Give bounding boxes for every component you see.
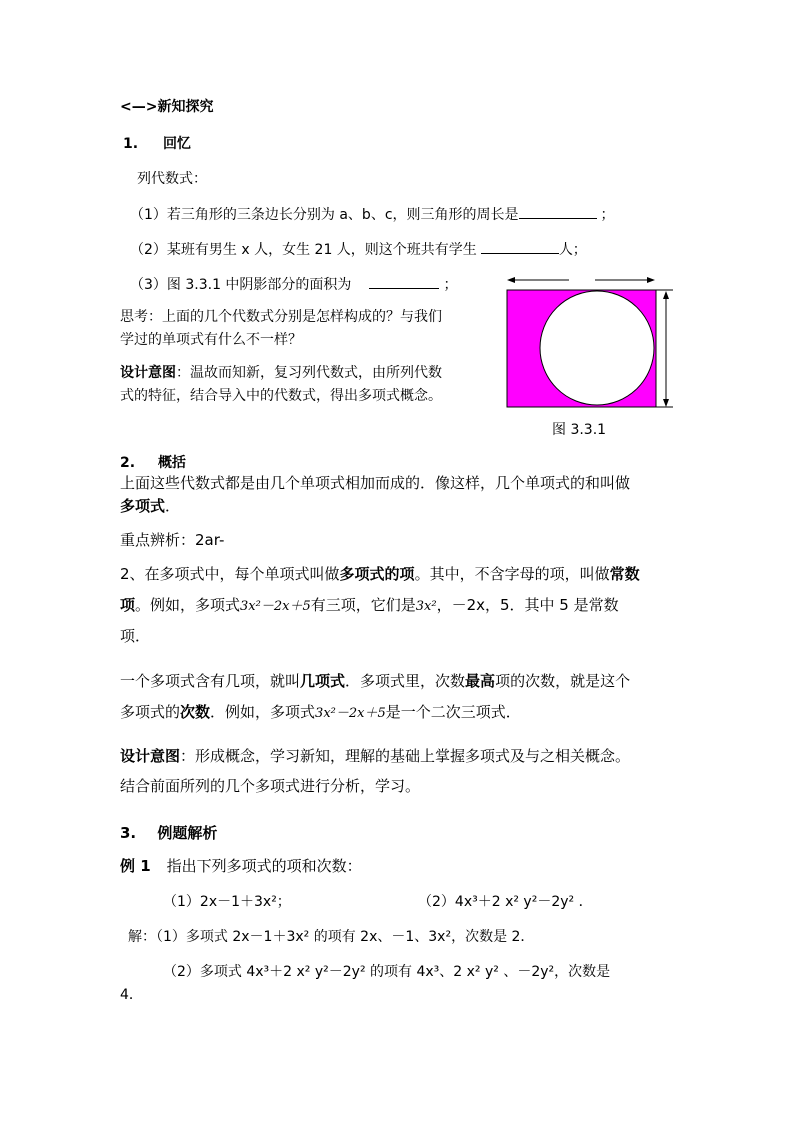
example-item-2: （2）4x³＋2 x² y²－2y² ．: [418, 894, 593, 910]
key-point: 重点辨析：2ar-: [120, 531, 225, 549]
degree-text-e: 项的次数，就是这个: [495, 672, 631, 690]
solution-2: （2）多项式 4x³＋2 x² y²－2y² 的项有 4x³、2 x² y² 、－2y²，次数是: [163, 964, 611, 980]
question-3-end: ；: [443, 277, 458, 293]
example-heading-text: 例题解析: [157, 824, 218, 842]
polynomial-term-term: 多项式的项: [339, 565, 415, 583]
think-line-1: 思考：上面的几个代数式分别是怎样构成的？与我们: [120, 309, 442, 325]
design-intent-1: [120, 363, 442, 383]
design-intent-2-text: ：形成概念，学习新知，理解的基础上掌握多项式及与之相关概念。: [180, 747, 631, 765]
solution-1: 解：（1）多项式 2x－1＋3x² 的项有 2x、－1、3x²，次数是 2．: [128, 929, 535, 945]
question-1-end: ；: [600, 207, 615, 223]
answer-blank-1[interactable]: [519, 204, 597, 219]
design-intent-1-cont: 式的特征，结合导入中的代数式，得出多项式概念。: [120, 388, 442, 404]
recall-heading-text: 回忆: [162, 136, 191, 152]
definition-paragraph-line-2: [120, 595, 619, 617]
question-1: [130, 204, 615, 225]
question-1-text: （1）若三角形的三条边长分别为 a、b、c，则三角形的周长是: [130, 207, 519, 223]
summary-heading: [120, 453, 186, 473]
answer-blank-2[interactable]: [481, 239, 559, 254]
example-1: [120, 856, 362, 876]
section-title: <—>新知探究: [120, 99, 214, 115]
summary-heading-text: 概括: [157, 455, 186, 471]
constant-term-a: 常数: [609, 565, 640, 583]
think-line-2: 学过的单项式有什么不一样？: [120, 332, 302, 348]
def-text-a: 2、在多项式中，每个单项式叫做: [120, 565, 340, 583]
question-2: [130, 239, 587, 260]
recall-intro: 列代数式：: [137, 171, 207, 187]
example-heading-number: 3.: [120, 824, 137, 842]
definition-paragraph-line-3: 项．: [120, 627, 151, 645]
n-term-polynomial: 几项式: [300, 672, 346, 690]
summary-line-2-end: ．: [165, 497, 181, 515]
degree-paragraph-line-1: [120, 671, 630, 691]
degree-text-a: 一个多项式含有几项，就叫: [120, 672, 301, 690]
width-arrow-right-head: [647, 277, 655, 283]
def-text-c: 。其中，不含字母的项，叫做: [414, 565, 610, 583]
degree-text-i: 是一个二次三项式．: [385, 703, 521, 721]
degree-text-f: 多项式的: [120, 703, 181, 721]
inner-circle: [540, 291, 654, 405]
question-3-text: （3）图 3.3.1 中阴影部分的面积为: [130, 277, 352, 293]
figure-3-3-1: [503, 270, 683, 412]
example-heading: [120, 823, 217, 843]
degree-term: 次数: [180, 703, 211, 721]
highest-term: 最高: [465, 672, 496, 690]
example-prompt: 指出下列多项式的项和次数：: [166, 857, 362, 875]
question-2-end: 人；: [558, 242, 587, 258]
formula-1: 3x²－2x＋5: [240, 599, 311, 614]
height-arrow-bottom-head: [663, 399, 669, 407]
design-intent-2: [120, 746, 630, 766]
solution-2-end: 4．: [120, 987, 143, 1003]
recall-heading-number: 1.: [123, 136, 139, 152]
polynomial-term: 多项式: [120, 497, 166, 515]
answer-blank-3[interactable]: [369, 274, 439, 289]
design-intent-2-cont: 结合前面所列的几个多项式进行分析，学习。: [120, 777, 421, 795]
design-intent-label: 设计意图: [120, 365, 176, 381]
design-intent-2-label: 设计意图: [120, 747, 181, 765]
question-2-text: （2）某班有男生 x 人，女生 21 人，则这个班共有学生: [130, 242, 477, 258]
height-arrow-top-head: [663, 291, 669, 299]
definition-paragraph-line-1: [120, 564, 640, 584]
example-label: 例 1: [120, 857, 151, 875]
def-text-h: ，－2x，5．其中 5 是常数: [436, 596, 619, 614]
constant-term-b: 项: [120, 596, 136, 614]
example-item-1: （1）2x－1＋3x²；: [163, 894, 291, 910]
def-text-f: 。例如，多项式: [135, 596, 241, 614]
formula-term-1: 3x²: [415, 599, 437, 614]
degree-text-h: ．例如，多项式: [210, 703, 316, 721]
degree-text-c: ．多项式里，次数: [345, 672, 466, 690]
design-intent-text: ：温故而知新，复习列代数式，由所列代数: [176, 365, 442, 381]
degree-paragraph-line-2: [120, 702, 521, 724]
recall-heading: [123, 134, 191, 154]
summary-line-2: [120, 496, 180, 516]
summary-heading-number: 2.: [120, 455, 136, 471]
question-3: [130, 274, 457, 295]
figure-caption: 图 3.3.1: [552, 422, 607, 438]
formula-2: 3x²－2x＋5: [315, 706, 386, 721]
summary-line-1: 上面这些代数式都是由几个单项式相加而成的．像这样，几个单项式的和叫做: [120, 474, 631, 492]
def-text-g: 有三项，它们是: [310, 596, 416, 614]
width-arrow-left-head: [507, 277, 515, 283]
